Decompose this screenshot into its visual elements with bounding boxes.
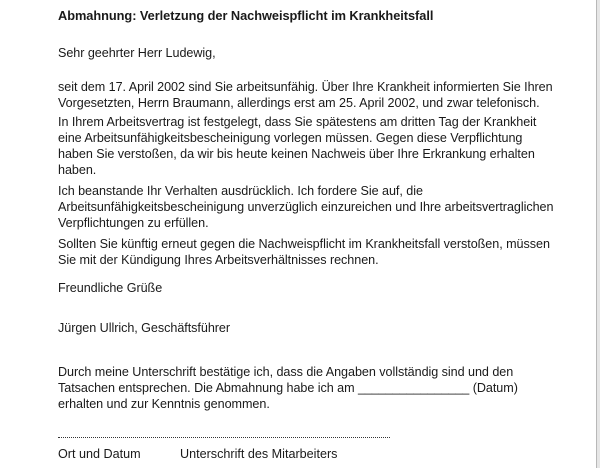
employee-signature-label: Unterschrift des Mitarbeiters	[180, 447, 338, 461]
paragraph-line: Ich beanstande Ihr Verhalten ausdrücklich. Ich fordere Sie auf, die	[58, 184, 423, 198]
paragraph-1	[58, 79, 553, 111]
sender-signature: Jürgen Ullrich, Geschäftsführer	[58, 321, 231, 335]
paragraph-line: Tatsachen entsprechen. Die Abmahnung habe ich am ________________ (Datum)	[58, 381, 518, 395]
paragraph-line: Arbeitsunfähigkeitsbescheinigung unverzüglich einzureichen und Ihre arbeitsvertraglichen	[58, 200, 554, 214]
paragraph-line: Vorgesetzten, Herrn Braumann, allerdings erst am 25. April 2002, und zwar telefonisch.	[58, 96, 540, 110]
paragraph-line: Durch meine Unterschrift bestätige ich, dass die Angaben vollständig sind und den	[58, 365, 514, 379]
paragraph-line: seit dem 17. April 2002 sind Sie arbeitsunfähig. Über Ihre Krankheit informierten Sie Ihren	[58, 80, 553, 94]
salutation: Sehr geehrter Herr Ludewig,	[58, 46, 216, 60]
paragraph-line: eine Arbeitsunfähigkeitsbescheinigung vorlegen müssen. Gegen diese Verpflichtung	[58, 131, 523, 145]
confirmation-paragraph	[58, 364, 518, 412]
paragraph-line: Sollten Sie künftig erneut gegen die Nachweispflicht im Krankheitsfall verstoßen, müssen	[58, 237, 550, 251]
paragraph-line: Verpflichtungen zu erfüllen.	[58, 216, 209, 230]
paragraph-4	[58, 236, 550, 268]
letter-title: Abmahnung: Verletzung der Nachweispflicht im Krankheitsfall	[58, 8, 434, 23]
paragraph-line: In Ihrem Arbeitsvertrag ist festgelegt, dass Sie spätestens am dritten Tag der Krankheit	[58, 115, 537, 129]
paragraph-2	[58, 114, 536, 178]
paragraph-line: haben.	[58, 163, 97, 177]
paragraph-3	[58, 183, 553, 231]
place-date-label: Ort und Datum	[58, 447, 141, 461]
paragraph-line: Sie mit der Kündigung Ihres Arbeitsverhältnisses rechnen.	[58, 253, 379, 267]
closing-formula: Freundliche Grüße	[58, 281, 163, 295]
signature-dotted-line	[58, 437, 390, 438]
paragraph-line: haben Sie verstoßen, da wir bis heute keinen Nachweis über Ihre Erkrankung erhalten	[58, 147, 535, 161]
paragraph-line: erhalten und zur Kenntnis genommen.	[58, 397, 270, 411]
